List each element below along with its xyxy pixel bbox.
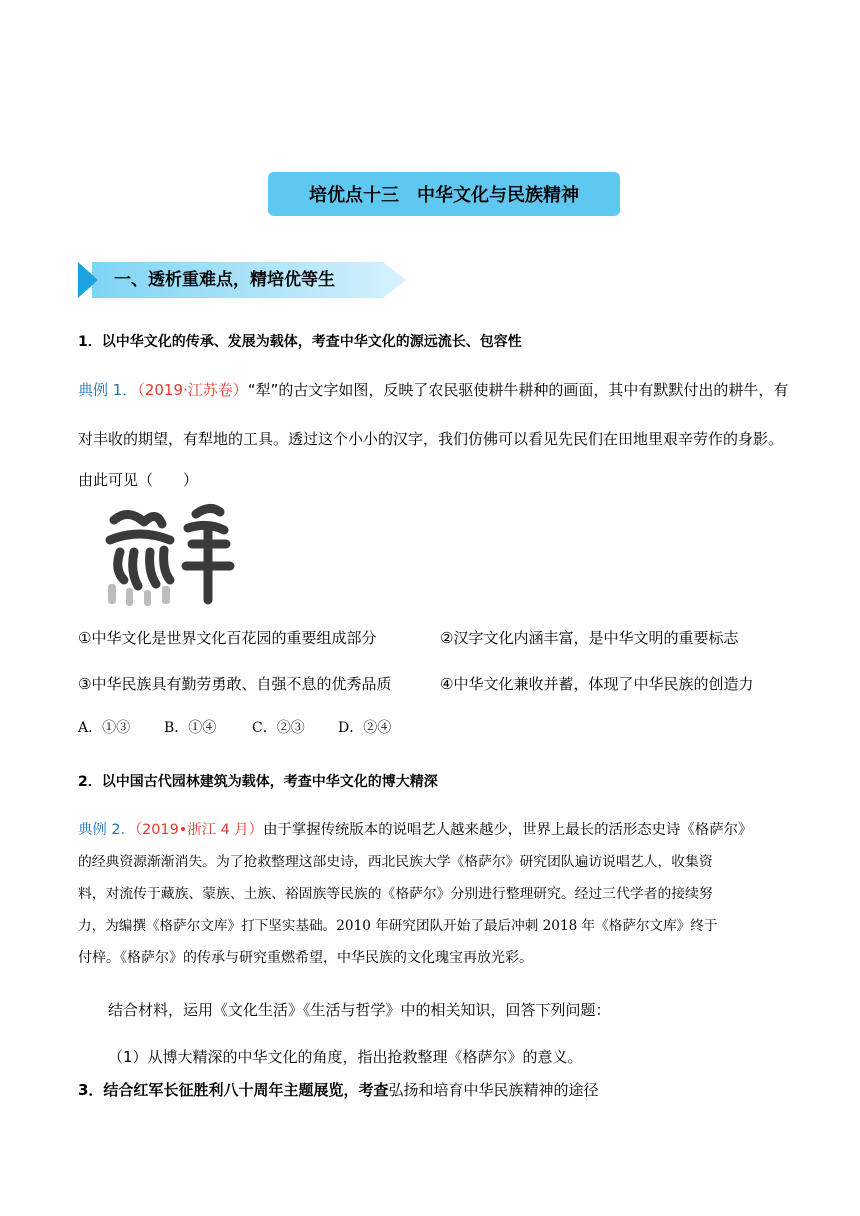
q1-option-4: ④中华文化兼收并蓄，体现了中华民族的创造力 [440, 675, 754, 693]
q2-line-5: 付梓。《格萨尔》的传承与研究重燃希望，中华民族的文化瑰宝再放光彩。 [78, 950, 533, 966]
q1-choice-a: A．①③ [78, 720, 131, 736]
section-title: 一、透析重难点，精培优等生 [114, 270, 335, 290]
q1-line-1: 典例 1．（2019·江苏卷）“犁”的古文字如图，反映了农民驱使耕牛耕种的画面，其中有默默付出的耕牛，有 [78, 381, 789, 399]
q2-instruction: 结合材料，运用《文化生活》《生活与哲学》中的相关知识，回答下列问题： [108, 1001, 611, 1019]
q2-line-3: 料，对流传于藏族、蒙族、土族、裕固族等民族的《格萨尔》分别进行整理研究。经过三代学者的接续努 [78, 886, 713, 902]
q1-choice-d: D．②④ [338, 720, 392, 736]
q1-source: 2019·江苏卷 [144, 381, 233, 399]
q1-option-3: ③中华民族具有勤劳勇敢、自强不息的优秀品质 [78, 675, 392, 693]
q2-example-label: 典例 2． [78, 822, 135, 838]
q2-subquestion-1: （1）从博大精深的中华文化的角度，指出抢救整理《格萨尔》的意义。 [108, 1048, 583, 1066]
q2-line-4: 力，为编撰《格萨尔文库》打下坚实基础。2010 年研究团队开始了最后冲刺 2018 年《格萨尔文库》终于 [78, 918, 718, 934]
q1-line-2: 对丰收的期望，有犁地的工具。透过这个小小的汉字，我们仿佛可以看见先民们在田地里艰辛劳作的身影。 [78, 430, 784, 448]
q1-option-1: ①中华文化是世界文化百花园的重要组成部分 [78, 629, 377, 647]
q1-choice-c: C．②③ [252, 720, 305, 736]
q2-heading: 2．以中国古代园林建筑为载体，考查中华文化的博大精深 [78, 774, 438, 790]
q2-line-2: 的经典资源渐渐消失。为了抢救整理这部史诗，西北民族大学《格萨尔》研究团队遍访说唱艺人，收集资 [78, 854, 713, 870]
page-title: 培优点十三 中华文化与民族精神 [268, 172, 620, 216]
q1-choice-b: B．①④ [164, 720, 217, 736]
q3-heading: 3．结合红军长征胜利八十周年主题展览，考查弘扬和培育中华民族精神的途径 [78, 1081, 599, 1099]
q2-line-1: 典例 2．（2019•浙江 4 月）由于掌握传统版本的说唱艺人越来越少，世界上最长的活形态史诗《格萨尔》 [78, 822, 753, 838]
q1-line-3: 由此可见（ ） [78, 471, 199, 489]
ancient-character-image [100, 500, 235, 610]
q1-option-2: ②汉字文化内涵丰富，是中华文明的重要标志 [440, 629, 739, 647]
q2-source: （2019•浙江 4 月） [134, 822, 264, 838]
q1-example-label: 典例 1． [78, 381, 138, 399]
section-banner [78, 262, 408, 298]
q1-heading: 1．以中华文化的传承、发展为载体，考查中华文化的源远流长、包容性 [78, 334, 522, 350]
